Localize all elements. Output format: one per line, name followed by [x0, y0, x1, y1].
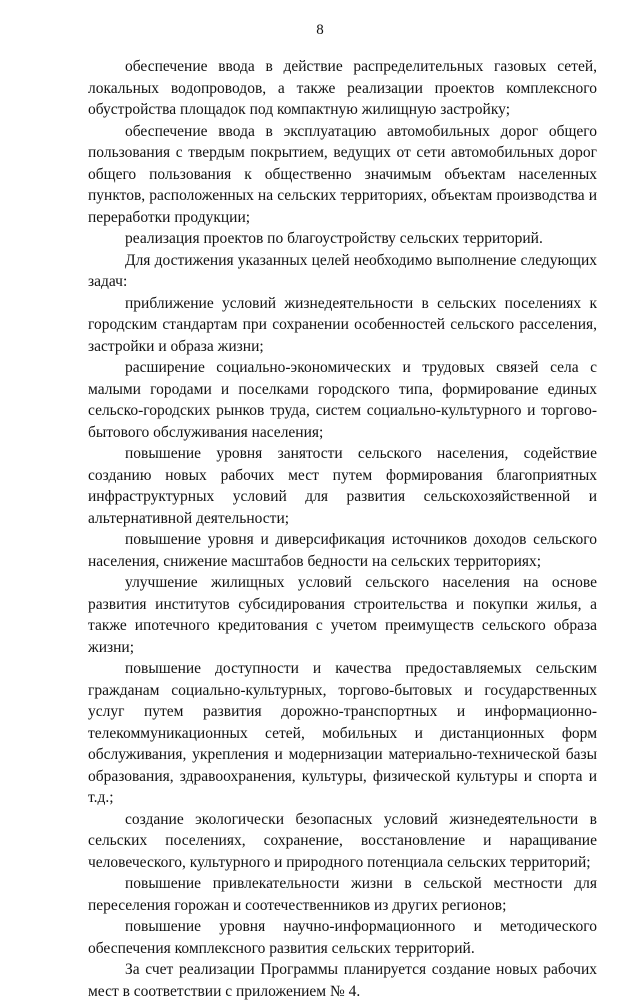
- paragraph-improvement-projects: реализация проектов по благоустройству сельских территорий.: [125, 230, 543, 247]
- paragraph-new-jobs: За счет реализации Программы планируется создание новых рабочих мест в соответствии с приложением № 4.: [88, 961, 597, 1000]
- paragraph-attractiveness: повышение привлекательности жизни в сельской местности для переселения горожан и соотечественников из других регионов;: [88, 875, 597, 914]
- paragraph-socio-economic-links: расширение социально-экономических и трудовых связей села с малыми городами и поселками городского типа, формирование единых сельско-городских рынков труда, систем социально-культурного и торгово-бытового обслуживания населения;: [88, 359, 597, 441]
- paragraph-housing: улучшение жилищных условий сельского населения на основе развития институтов субсидирования строительства и покупки жилья, а также ипотечного кредитования с учетом преимуществ сельского образа жизни;: [88, 574, 597, 656]
- paragraph-roads: обеспечение ввода в эксплуатацию автомобильных дорог общего пользования с твердым покрытием, ведущих от сети автомобильных дорог общего пользования к общественно значимым объектам населенных пунктов, расположенных на сельских территориях, объектам производства и переработки продукции;: [88, 122, 597, 226]
- paragraph-tasks-intro: Для достижения указанных целей необходимо выполнение следующих задач:: [88, 251, 597, 290]
- paragraph-employment: повышение уровня занятости сельского населения, содействие созданию новых рабочих мест путем формирования благоприятных инфраструктурных условий для развития сельскохозяйственной и альтернативной деятельности;: [88, 445, 597, 527]
- page-number: 8: [316, 22, 324, 38]
- document-body: [88, 56, 597, 1002]
- paragraph-services-access: повышение доступности и качества предоставляемых сельским гражданам социально-культурных, торгово-бытовых и государственных услуг путем развития дорожно-транспортных и информационно-телекоммуникационных сетей, мобильных и дистанционных форм обслуживания, укрепления и модернизации материально-технической базы образования, здравоохранения, культуры, физической культуры и спорта и т.д.;: [88, 660, 597, 806]
- paragraph-living-standards: приближение условий жизнедеятельности в сельских поселениях к городским стандартам при сохранении особенностей сельского расселения, застройки и образа жизни;: [88, 294, 597, 355]
- paragraph-science-support: повышение уровня научно-информационного и методического обеспечения комплексного развития сельских территорий.: [88, 918, 597, 957]
- paragraph-ecology: создание экологически безопасных условий жизнедеятельности в сельских поселениях, сохранение, восстановление и наращивание человеческого, культурного и природного потенциала сельских территорий;: [88, 810, 597, 871]
- paragraph-gas-water-networks: обеспечение ввода в действие распределительных газовых сетей, локальных водопроводов, а также реализации проектов комплексного обустройства площадок под компактную жилищную застройку;: [88, 58, 597, 118]
- paragraph-income: повышение уровня и диверсификация источников доходов сельского населения, снижение масштабов бедности на сельских территориях;: [88, 531, 597, 570]
